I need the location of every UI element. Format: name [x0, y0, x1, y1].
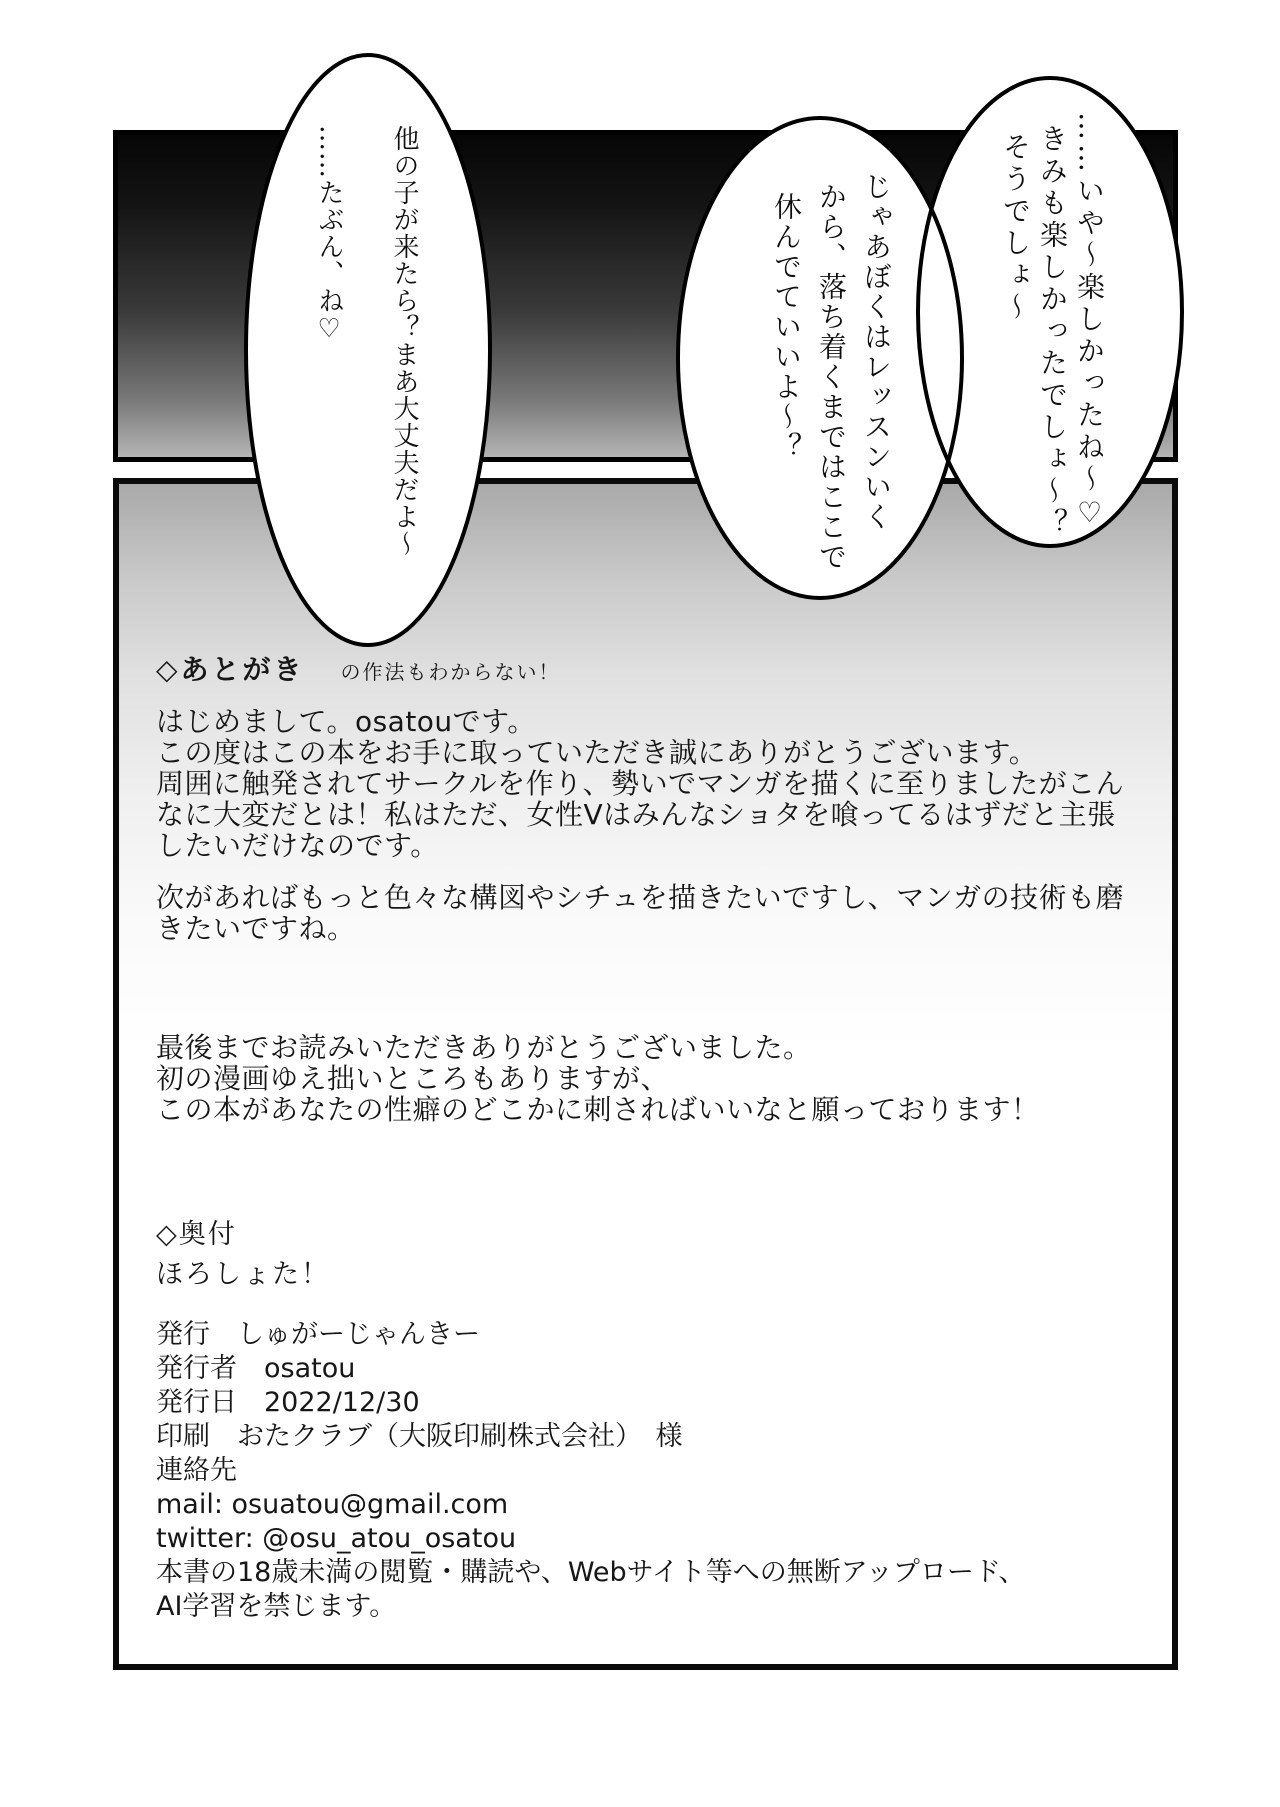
- bubble-right-column-3: そうでしょ～: [999, 132, 1032, 324]
- afterword-heading-note: の作法もわからない！: [340, 660, 561, 684]
- colophon-mail: mail: osuatou@gmail.com: [156, 1489, 509, 1520]
- speech-bubble-left: [246, 55, 490, 645]
- colophon-entries: [156, 1318, 1025, 1624]
- afterword-line: したいだけなのです。: [156, 829, 439, 862]
- colophon-date: 発行日 2022/12/30: [156, 1387, 420, 1418]
- bubble-middle-column-3: 休んでていいよ～？: [770, 192, 803, 462]
- colophon-contact-label: 連絡先: [156, 1455, 237, 1486]
- afterword-heading-row: [156, 648, 561, 688]
- colophon-notice-line-2: AI学習を禁じます。: [156, 1591, 397, 1622]
- afterword-line: なに大変だとは！私はただ、女性Vはみんなショタを喰ってるはずだと主張: [156, 798, 1116, 831]
- colophon-publisher: 発行 しゅがーじゃんきー: [156, 1319, 480, 1350]
- colophon-printer: 印刷 おたクラブ（大阪印刷株式会社） 様: [156, 1421, 683, 1452]
- afterword-line: 最後までお読みいただきありがとうございました。: [156, 1031, 812, 1064]
- afterword-line: 次があればもっと色々な構図やシチュを描きたいですし、マンガの技術も磨: [156, 881, 1125, 914]
- colophon-heading: ◇奥付: [156, 1219, 237, 1250]
- afterword-paragraph-2: [156, 882, 1124, 944]
- bubble-right-column-1: ……いや～楽しかったね～♡: [1073, 112, 1106, 533]
- colophon-notice-line-1: 本書の18歳未満の閲覧・購読や、Webサイト等への無断アップロード、: [156, 1557, 1026, 1588]
- bubble-left-column-2: ……たぶん、ね♡: [314, 125, 344, 345]
- afterword-line: この本があなたの性癖のどこかに刺さればいいなと願っております！: [156, 1093, 1040, 1126]
- afterword-paragraph-1: [156, 706, 1124, 861]
- bubble-left-column-1: 他の子が来たら？まあ大丈夫だよ～: [389, 125, 419, 557]
- afterword-paragraph-3: [156, 1032, 1040, 1125]
- bubble-middle-column-2: から、落ち着くまではここで: [815, 182, 848, 572]
- afterword-line: 初の漫画ゆえ拙いところもありますが、: [156, 1062, 670, 1095]
- colophon-circle-title: ほろしょた！: [156, 1259, 330, 1290]
- afterword-line: きたいですね。: [156, 912, 356, 945]
- afterword-line: この度はこの本をお手に取っていただき誠にありがとうございます。: [156, 736, 1038, 769]
- colophon-twitter: twitter: @osu_atou_osatou: [156, 1523, 517, 1554]
- afterword-line: 周囲に触発されてサークルを作り、勢いでマンガを描くに至りましたがこん: [156, 767, 1125, 800]
- afterword-heading: ◇あとがき: [156, 653, 305, 686]
- colophon-author: 発行者 osatou: [156, 1353, 356, 1384]
- afterword-line: はじめまして。osatouです。: [156, 705, 536, 738]
- bubble-right-column-2: きみも楽しかったでしょ～？: [1036, 124, 1069, 540]
- bubble-middle-column-1: じゃあぼくはレッスンいく: [860, 172, 893, 532]
